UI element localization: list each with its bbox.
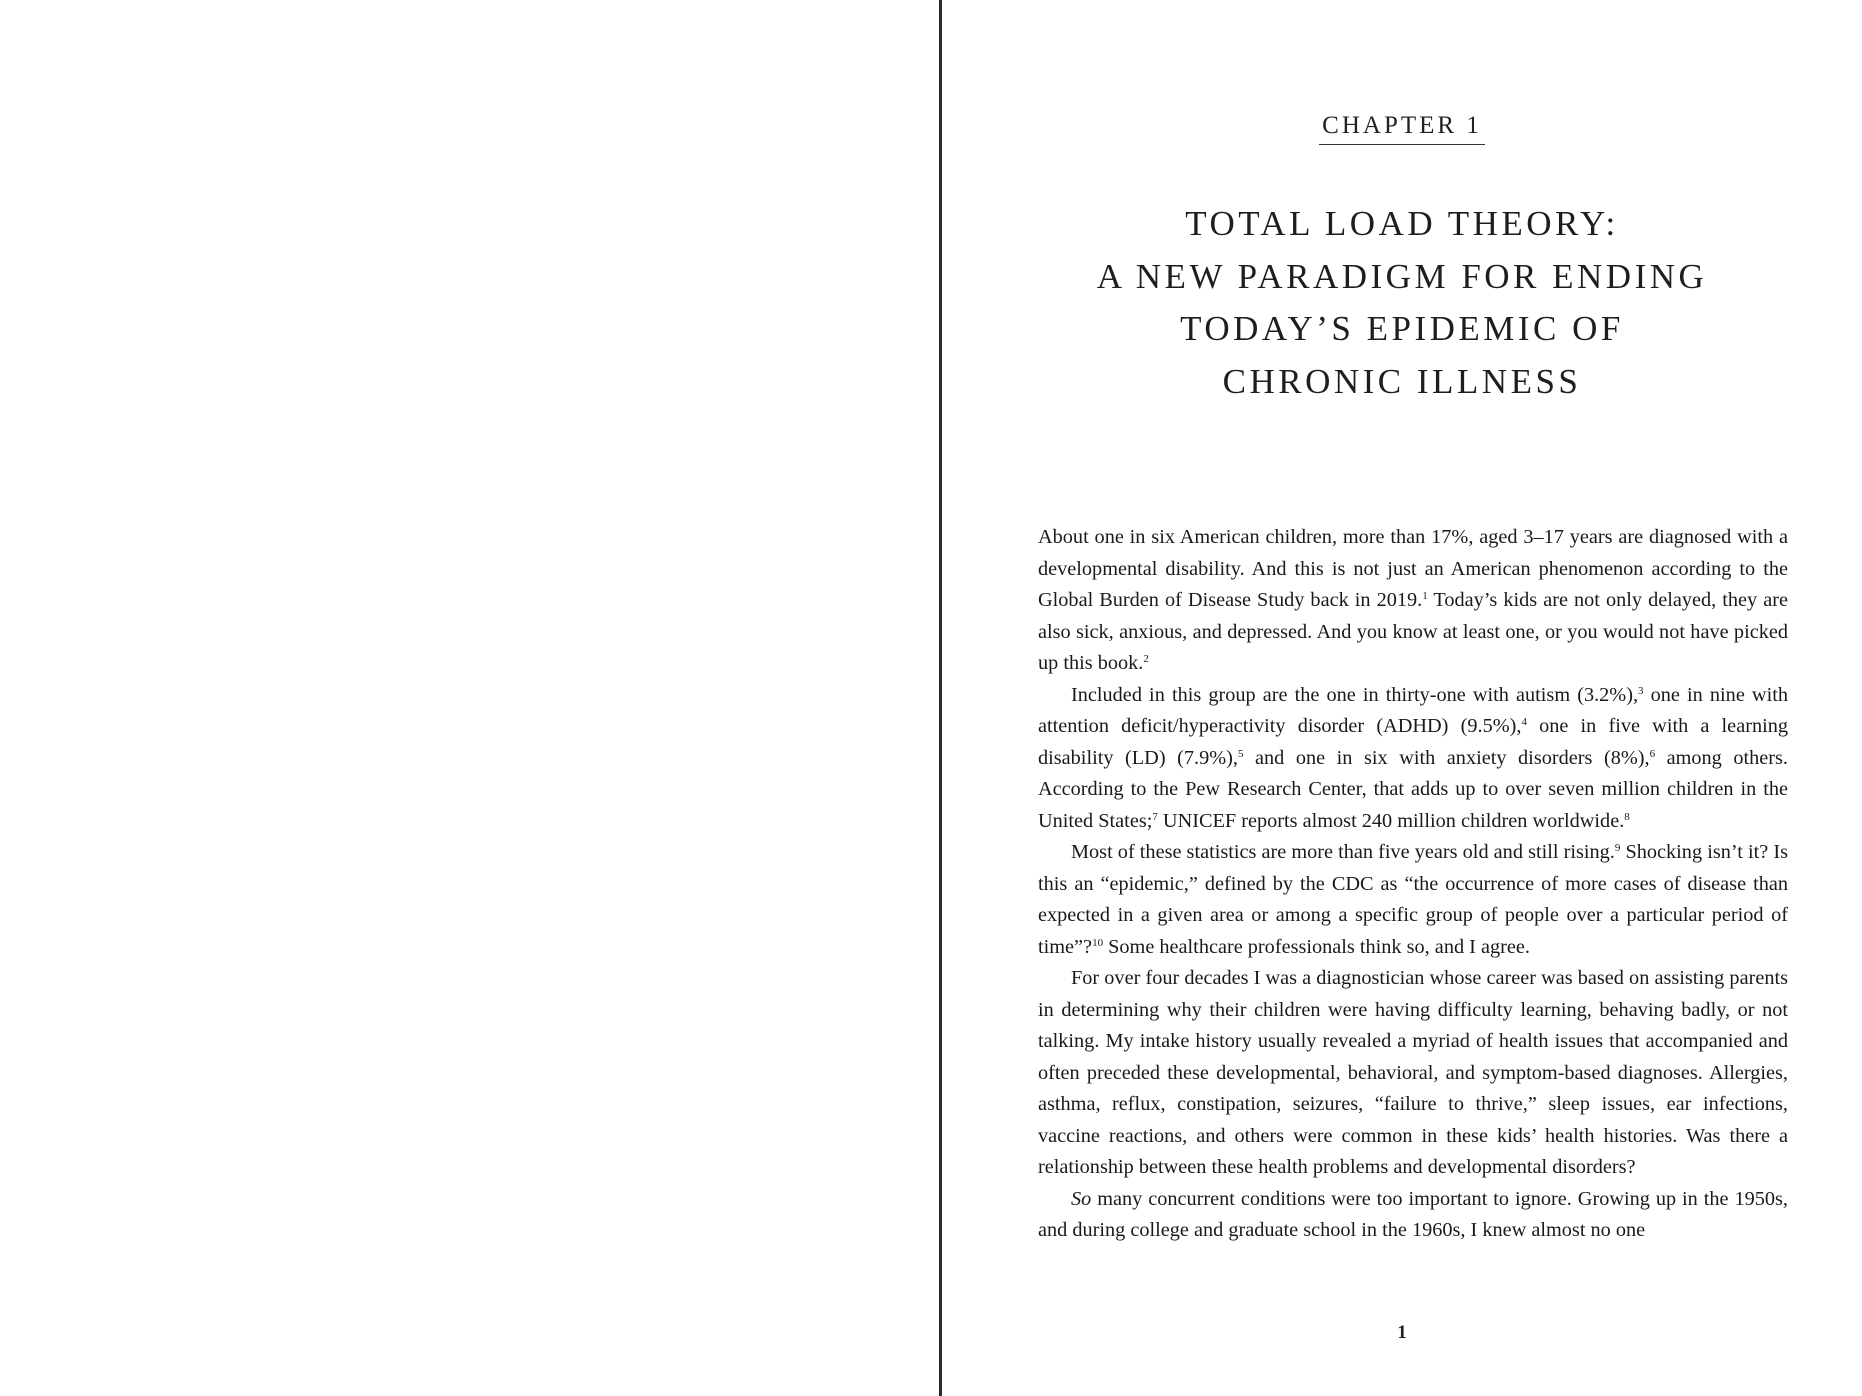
text-run: Today’s kids are not only delayed, they are also sick, anxious, and depressed. And you know at least one, or you would not have picked up this book. <box>1038 589 1788 674</box>
chapter-label-text: CHAPTER 1 <box>1319 112 1485 145</box>
text-run: Most of these statistics are more than five years old and still rising. <box>1071 841 1615 863</box>
footnote-ref[interactable]: 7 <box>1152 810 1158 823</box>
text-run: many concurrent conditions were too important to ignore. Growing up in the 1950s, and during college and graduate school in the 1960s, I knew almost no one <box>1038 1187 1788 1241</box>
text-run: Some healthcare professionals think so, and I agree. <box>1103 935 1530 958</box>
text-run: For over four decades I was a diagnostician whose career was based on assisting parents in determining why their children were having difficulty learning, behaving badly, or not talking. My intake history usually revealed a myriad of health issues that accompanied and often preceded these developmental, behavioral, and symptom-based diagnoses. Allergies, asthma, reflux, constipation, seizures, “failure to thrive,” sleep issues, ear infections, vaccine reactions, and others were common in these kids’ health histories. Was there a relationship between these health problems and developmental disorders? <box>1038 967 1788 1178</box>
footnote-ref[interactable]: 10 <box>1092 936 1104 949</box>
text-run: and one in six with anxiety disorders (8%), <box>1243 746 1650 769</box>
footnote-ref[interactable]: 5 <box>1237 747 1244 760</box>
page-number: 1 <box>1397 1322 1407 1343</box>
footnote-ref[interactable]: 2 <box>1143 653 1149 665</box>
footnote-ref[interactable]: 8 <box>1624 810 1630 823</box>
chapter-title-line: CHRONIC ILLNESS <box>1222 361 1582 401</box>
body-paragraph <box>1038 1184 1788 1247</box>
right-page <box>942 0 1862 1396</box>
body-paragraph <box>1038 837 1788 963</box>
text-run: one in five with a learning disability (LD) (7.9%), <box>1038 715 1788 769</box>
footnote-ref[interactable]: 6 <box>1649 747 1656 760</box>
footnote-ref[interactable]: 3 <box>1638 684 1644 697</box>
body-paragraph <box>1038 522 1788 680</box>
text-run: UNICEF reports almost 240 million children worldwide. <box>1157 809 1625 832</box>
body-paragraph <box>1038 680 1788 838</box>
text-run: among others. According to the Pew Research Center, that adds up to over seven million children in the United States; <box>1038 746 1788 832</box>
text-run: Included in this group are the one in thirty-one with autism (3.2%), <box>1071 683 1639 706</box>
body-paragraph <box>1038 963 1788 1184</box>
footnote-ref[interactable]: 4 <box>1521 716 1527 728</box>
text-run: Shocking isn’t it? Is this an “epidemic,” defined by the CDC as “the occurrence of more cases of disease than expected in a given area or among a specific group of people over a particular period of time”? <box>1038 841 1788 958</box>
chapter-title-line: TOTAL LOAD THEORY: <box>1185 204 1619 243</box>
text-run: one in nine with attention deficit/hyperactivity disorder (ADHD) (9.5%), <box>1038 683 1788 737</box>
footnote-ref[interactable]: 9 <box>1614 842 1621 854</box>
emphasis-run: So <box>1071 1187 1092 1210</box>
chapter-title-line: TODAY’S EPIDEMIC OF <box>1180 309 1624 348</box>
chapter-title-line: A NEW PARADIGM FOR ENDING <box>1096 256 1708 296</box>
text-run: About one in six American children, more than 17%, aged 3–17 years are diagnosed with a developmental disability. And this is not just an American phenomenon according to the Global Burden of Disease Study back in 2019. <box>1038 526 1788 611</box>
chapter-label <box>942 112 1862 145</box>
footnote-ref[interactable]: 1 <box>1422 590 1428 602</box>
chapter-title <box>1002 198 1802 408</box>
chapter-body-text <box>1038 522 1788 1247</box>
